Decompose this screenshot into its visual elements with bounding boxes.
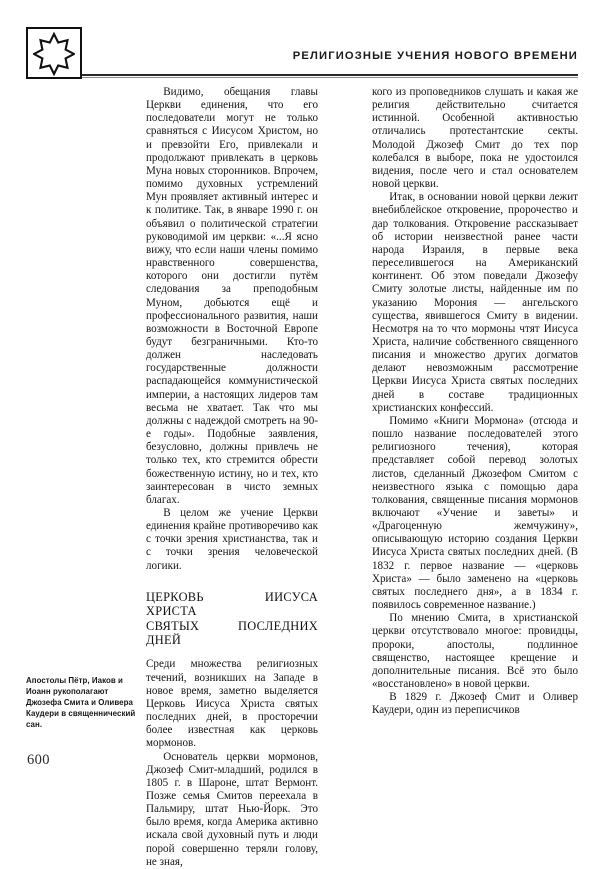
section-heading-line: СВЯТЫХ ПОСЛЕДНИХ ДНЕЙ bbox=[146, 618, 318, 647]
section-heading-line: ЦЕРКОВЬ ИИСУСА ХРИСТА bbox=[146, 589, 318, 619]
paragraph: По мнению Смита, в христианской церкви отсутствовало многое: провидцы, пророки, апостолы, подлинное священство, настоящее крещение и дополнительные писания. Всё это было «восстановлено» в новой церкви. bbox=[372, 612, 578, 691]
paragraph: Среди множества религиозных течений, возникших на Западе в новое время, заметно выделяется Церковь Иисуса Христа святых последних дней, в просторечии более известная как церковь мормонов. bbox=[146, 658, 318, 750]
page-title: РЕЛИГИОЗНЫЕ УЧЕНИЯ НОВОГО ВРЕМЕНИ bbox=[292, 50, 578, 62]
paragraph: Видимо, обещания главы Церкви единения, что его последователи могут не только сравняться с Иисусом Христом, но и превзойти Его, привлекали и продолжают привлекать в церковь Муна новых сторонников. Впрочем, помимо духовных устремлений Мун проявляет активный интерес и к политике. Так, в январе 1990 г. он объявил о политической стратегии руководимой им церкви: «...Я ясно вижу, что если наши члены помимо нравственного совершенства, которого они достигли путём следования за преподобным Муном, добьются ещё и профессионального развития, наши возможности в Восточной Европе будут безграничными. Кто-то должен наследовать государственные должности распадающейся коммунистической империи, а настоящих лидеров там весьма не хватает. Так что мы должны с надеждой смотреть на 90-е годы». Подобные заявления, безусловно, должны привлечь не только тех, кто стремится обрести божественную истину, но и тех, кто заинтересован в чисто земных благах. bbox=[146, 86, 318, 506]
section-heading bbox=[146, 590, 318, 648]
star-emblem-box bbox=[26, 27, 82, 79]
figure-caption: Апостолы Пётр, Иаков и Иоанн рукополагают Джозефа Смита и Оливера Каудери в священнический сан. bbox=[26, 676, 136, 729]
paragraph: Основатель церкви мормонов, Джозеф Смит-младший, родился в 1805 г. в Шароне, штат Вермонт. Позже семья Смитов переехала в Пальмиру, штат Нью-Йорк. Это было время, когда Америка активно искала свой духовный путь и люди порой совершенно теряли голову, не зная, bbox=[146, 750, 318, 868]
paragraph: Итак, в основании новой церкви лежит внебиблейское откровение, пророчество и дар толкования. Откровение рассказывает об истории неизвестной ранее части народа Израиля, в первые века переселившегося на Американский континент. Об этом поведали Джозефу Смиту золотые листы, найденные им по указанию Морония — ангельского существа, явившегося Смиту в видении. Несмотря на то что мормоны чтят Иисуса Христа, наличие собственного священного писания и множество других догматов делают невозможным рассмотрение Церкви Иисуса Христа святых последних дней в составе традиционных христианских конфессий. bbox=[372, 191, 578, 414]
header-divider-line-light bbox=[82, 77, 578, 78]
body-column-right bbox=[372, 86, 578, 718]
header-divider bbox=[82, 74, 578, 78]
body-column-left bbox=[146, 86, 318, 869]
page-number: 600 bbox=[27, 752, 50, 768]
paragraph: В 1829 г. Джозеф Смит и Оливер Каудери, один из переписчиков bbox=[372, 691, 578, 717]
paragraph: кого из проповедников слушать и какая же религия действительно считается истинной. Особенной активностью отличались протестантские секты. Молодой Джозеф Смит до тех пор колебался в выборе, пока не удостоился видения, после чего и стал основателем новой церкви. bbox=[372, 86, 578, 191]
paragraph: Помимо «Книги Мормона» (отсюда и пошло название последователей этого религиозного течения), которая представляет собой перевод золотых листов, сделанный Джозефом Смитом с неизвестного языка с помощью дара толкования, священные писания мормонов включают «Учение и заветы» и «Драгоценную жемчужину», описывающую историю создания Церкви Иисуса Христа святых последних дней. (В 1832 г. первое название — «церковь Христа» — было заменено на «церковь святых последнего дня», а в 1834 г. появилось современное название.) bbox=[372, 414, 578, 612]
page-header bbox=[0, 0, 600, 78]
paragraph: В целом же учение Церкви единения крайне противоречиво как с точки зрения христианства, так и с точки зрения человеческой логики. bbox=[146, 507, 318, 572]
